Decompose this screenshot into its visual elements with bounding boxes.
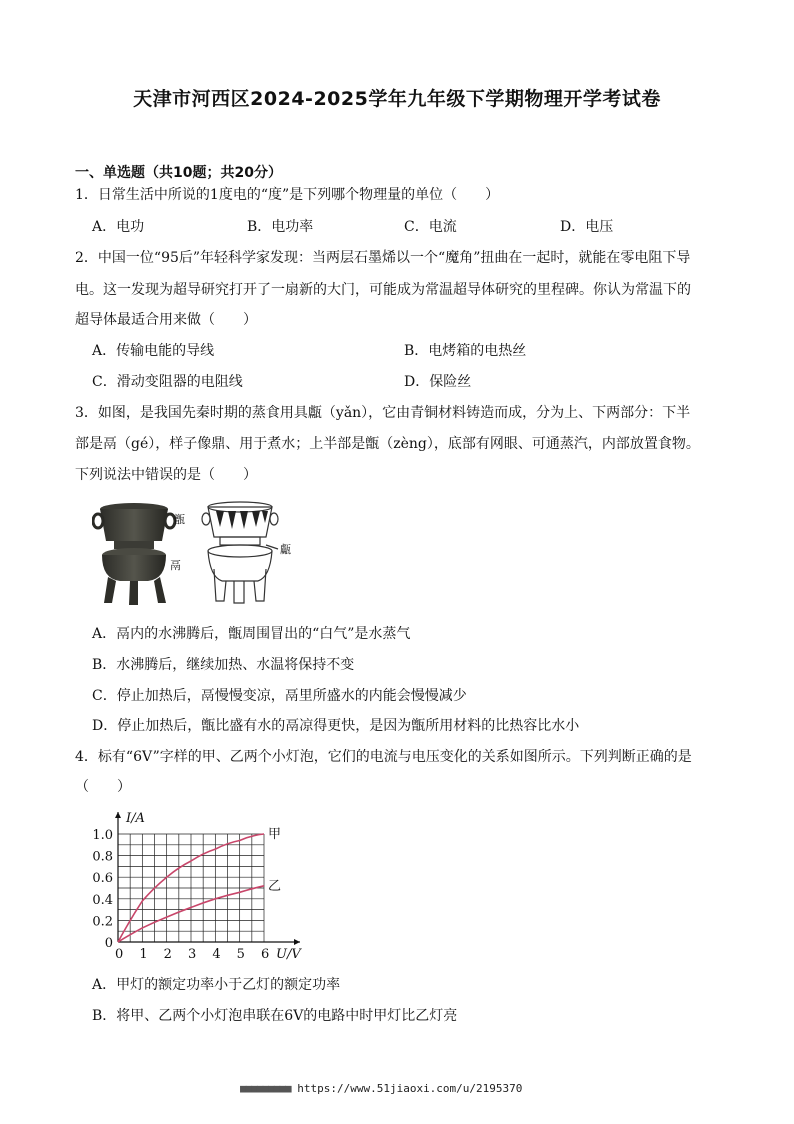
question-3-line-1: 3．如图，是我国先秦时期的蒸食用具甗（yǎn），它由青铜材料铸造而成，分为上、下两部分：下半 xyxy=(75,405,691,421)
iu-chart xyxy=(90,808,320,968)
x-axis-arrow xyxy=(294,939,300,945)
section-heading: 一、单选题（共10题；共20分） xyxy=(75,165,282,181)
y-tick-label: 1.0 xyxy=(92,828,113,843)
question-1-stem: 1．日常生活中所说的1度电的“度”是下列哪个物理量的单位（ ） xyxy=(75,187,500,203)
label-li: 鬲 xyxy=(170,559,181,572)
x-axis-label: U/V xyxy=(276,947,301,962)
label-yan: 甗 xyxy=(280,543,291,556)
question-3-line-2: 部是鬲（gé），样子像鼎、用于煮水；上半部是甑（zèng），底部有网眼、可通蒸汽，内部放置食物。 xyxy=(75,436,700,452)
question-1-option-a: A．电功 xyxy=(92,219,145,235)
footer-dots: ■■■■■■■■■ xyxy=(240,1082,291,1095)
question-2-line-2: 电。这一发现为超导研究打开了一扇新的大门，可能成为常温超导体研究的里程碑。你认为常温下的 xyxy=(75,282,691,298)
question-2-line-1: 2．中国一位“95后”年轻科学家发现：当两层石墨烯以一个“魔角”扭曲在一起时，就能在零电阻下导 xyxy=(75,250,691,266)
question-3-line-3: 下列说法中错误的是（ ） xyxy=(75,467,257,483)
x-tick-label: 2 xyxy=(163,947,172,962)
x-tick-label: 4 xyxy=(212,947,221,962)
bronze-vessel-photo xyxy=(92,497,192,609)
vessel-sketch xyxy=(200,497,310,609)
y-tick-label: 0.8 xyxy=(92,849,113,865)
page-title: 天津市河西区2024-2025学年九年级下学期物理开学考试卷 xyxy=(133,88,661,110)
x-tick-label: 6 xyxy=(261,947,270,962)
question-4-option-a: A．甲灯的额定功率小于乙灯的额定功率 xyxy=(92,977,341,993)
x-tick-label: 0 xyxy=(115,947,124,962)
y-tick-label: 0.6 xyxy=(92,871,113,887)
question-1-option-b: B．电功率 xyxy=(247,219,314,235)
footer-watermark xyxy=(240,1082,522,1095)
y-tick-label: 0.4 xyxy=(92,892,113,908)
question-2-line-3: 超导体最适合用来做（ ） xyxy=(75,312,257,328)
y-axis-arrow xyxy=(115,812,121,818)
question-4-option-b: B．将甲、乙两个小灯泡串联在6V的电路中时甲灯比乙灯亮 xyxy=(92,1008,458,1024)
y-tick-label: 0 xyxy=(104,936,113,951)
question-3-option-d: D．停止加热后，甑比盛有水的鬲凉得更快，是因为甑所用材料的比热容比水小 xyxy=(92,718,580,734)
question-3-option-c: C．停止加热后，鬲慢慢变凉，鬲里所盛水的内能会慢慢减少 xyxy=(92,688,467,704)
question-3-option-a: A．鬲内的水沸腾后，甑周围冒出的“白气”是水蒸气 xyxy=(92,626,411,642)
question-4-line-1: 4．标有“6V”字样的甲、乙两个小灯泡，它们的电流与电压变化的关系如图所示。下列判断正确的是 xyxy=(75,749,692,765)
series-label: 甲 xyxy=(268,827,282,842)
question-3-option-b: B．水沸腾后，继续加热、水温将保持不变 xyxy=(92,657,355,673)
question-2-option-d: D．保险丝 xyxy=(404,374,472,390)
question-2-option-c: C．滑动变阻器的电阻线 xyxy=(92,374,243,390)
y-axis-label: I/A xyxy=(126,811,145,826)
question-2-option-b: B．电烤箱的电热丝 xyxy=(404,343,527,359)
y-tick-label: 0.2 xyxy=(92,914,113,930)
series-label: 乙 xyxy=(268,878,282,894)
question-4-line-2: （ ） xyxy=(75,779,131,795)
footer-url: https://www.51jiaoxi.com/u/2195370 xyxy=(297,1082,523,1095)
label-zeng: 甑 xyxy=(174,513,185,526)
question-1-option-c: C．电流 xyxy=(404,219,457,235)
x-tick-label: 1 xyxy=(139,947,148,962)
question-2-option-a: A．传输电能的导线 xyxy=(92,343,215,359)
x-tick-label: 3 xyxy=(188,947,197,962)
question-1-option-d: D．电压 xyxy=(560,219,614,235)
x-tick-label: 5 xyxy=(236,947,245,962)
